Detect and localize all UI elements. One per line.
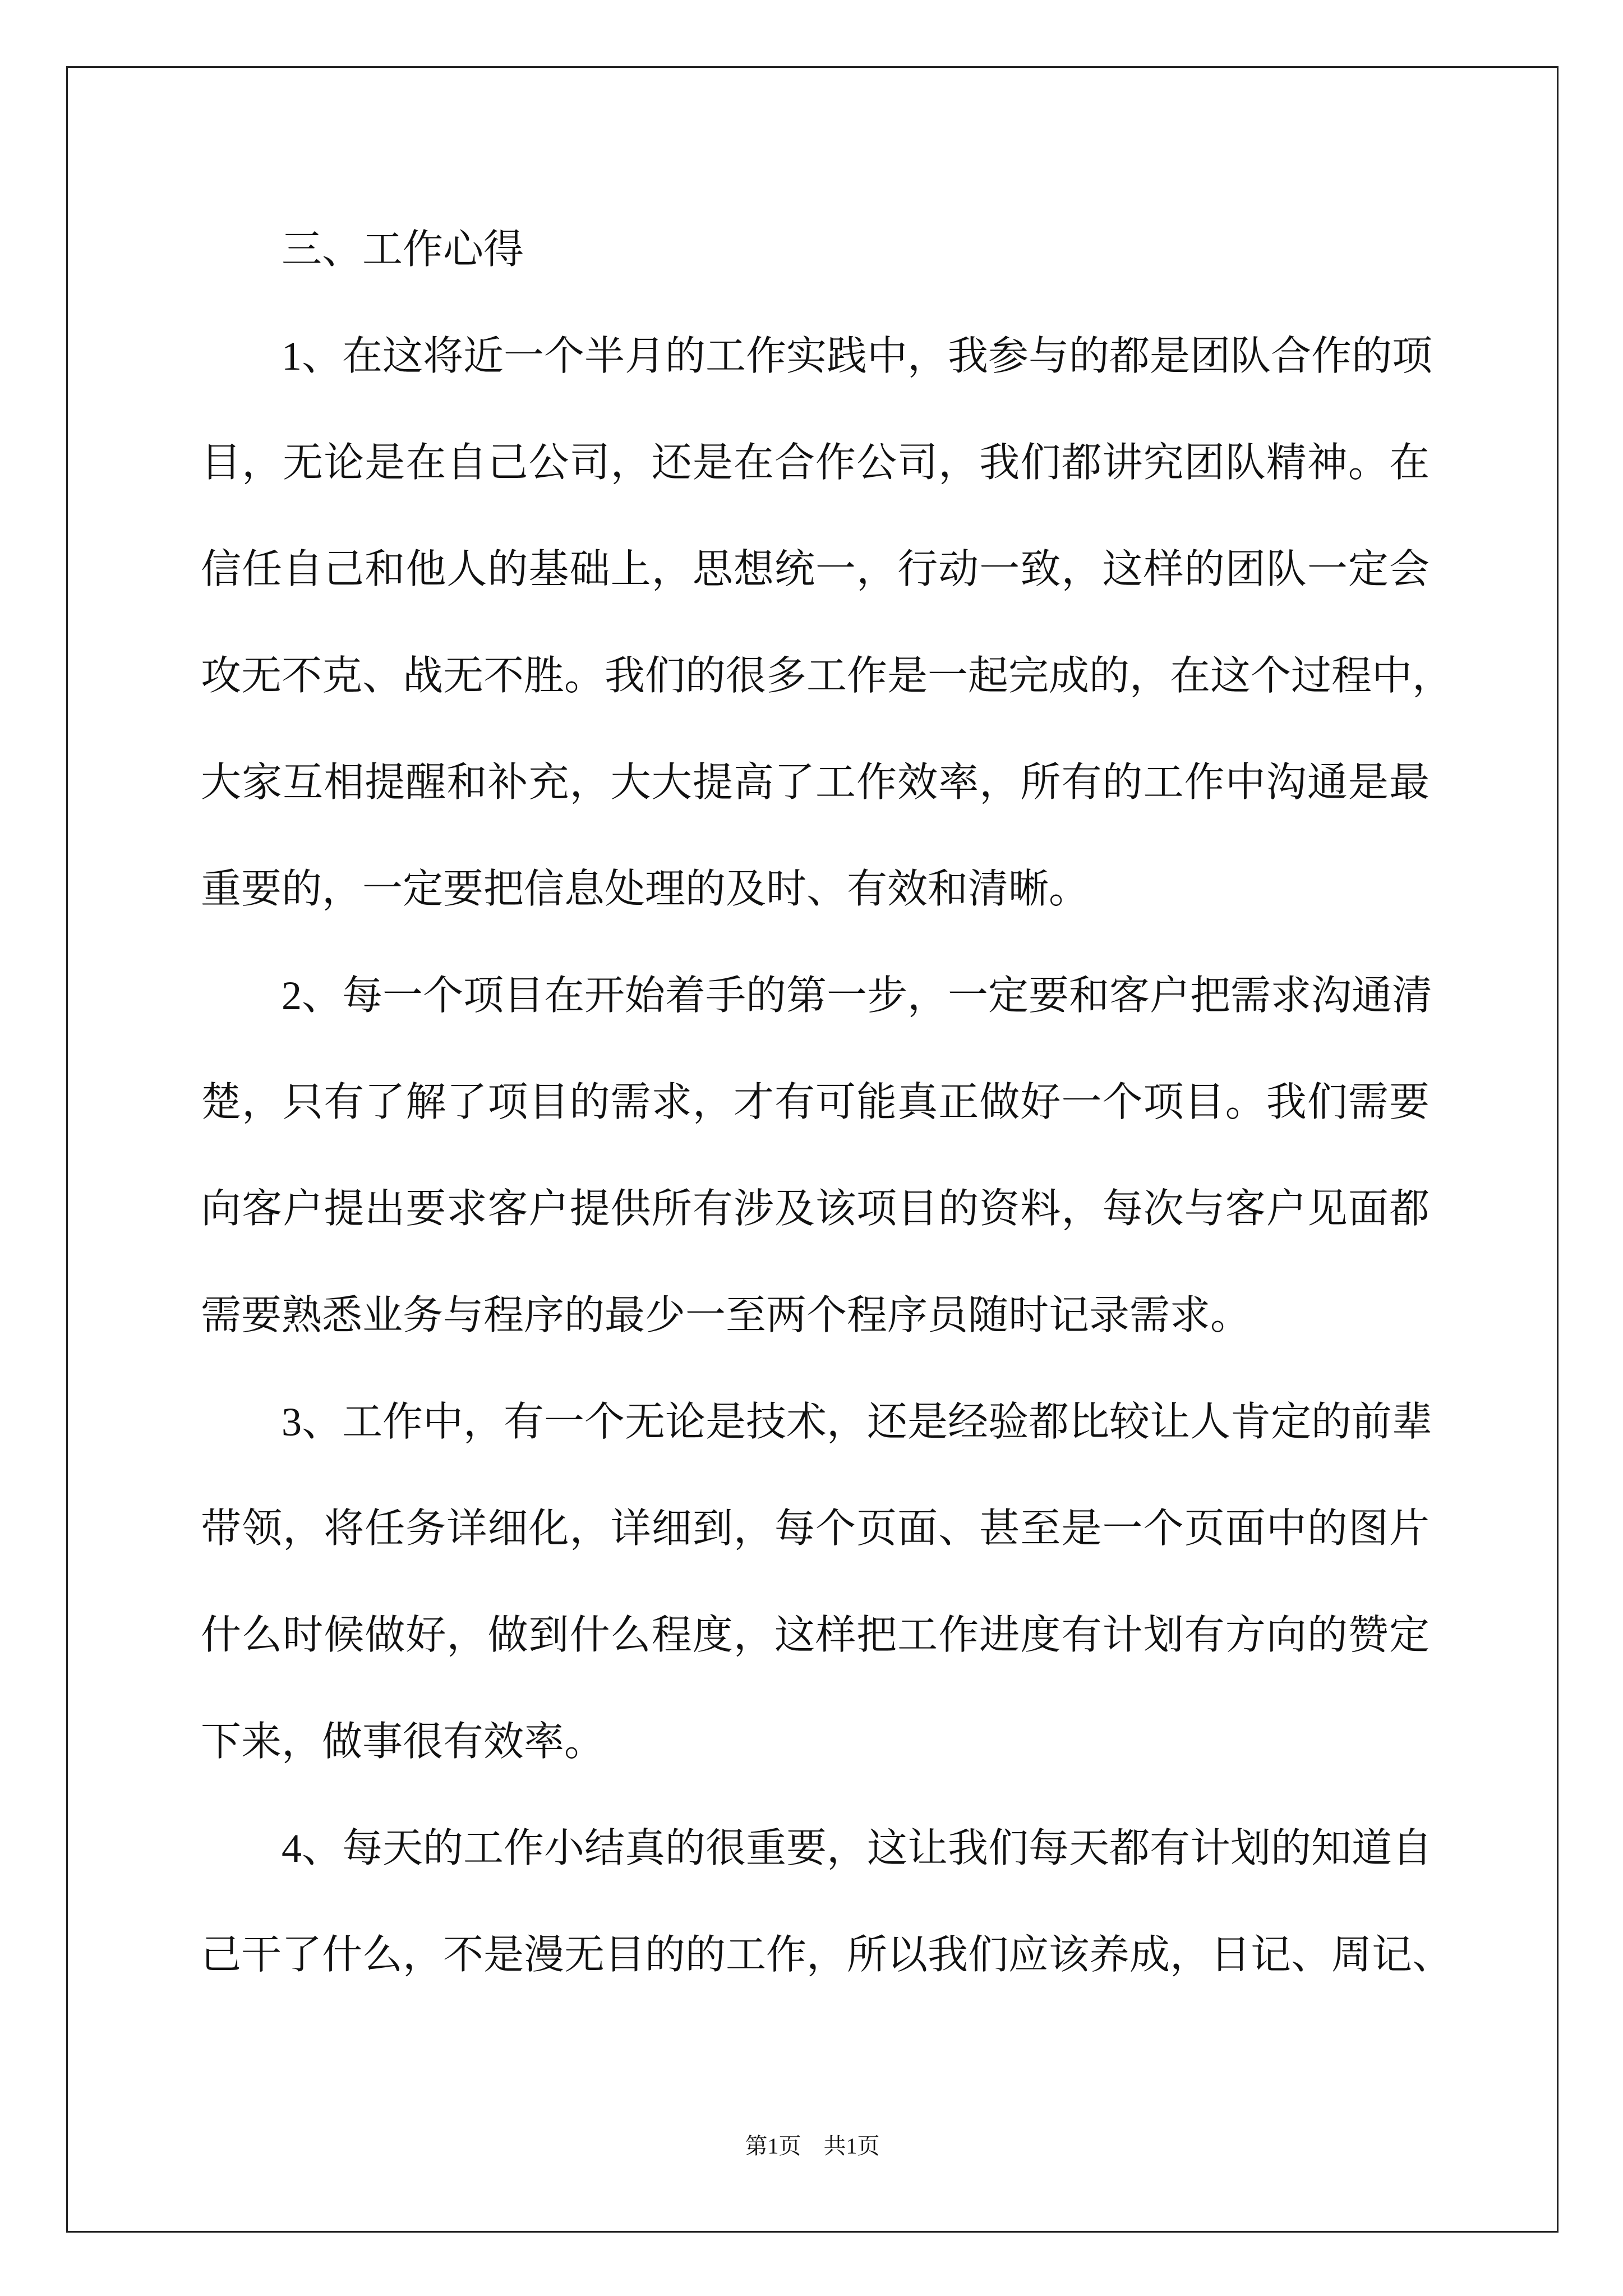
document-body bbox=[201, 196, 1453, 2008]
text-line: 2、每一个项目在开始着手的第一步，一定要和客户把需求沟通清 bbox=[282, 973, 1433, 1018]
text-line: 4、每天的工作小结真的很重要，这让我们每天都有计划的知道自 bbox=[282, 1826, 1433, 1871]
text-line: 大家互相提醒和补充，大大提高了工作效率，所有的工作中沟通是最 bbox=[201, 760, 1430, 805]
paragraph-2 bbox=[201, 942, 1433, 1369]
text-line: 需要熟悉业务与程序的最少一至两个程序员随时记录需求。 bbox=[201, 1293, 1251, 1338]
text-line: 攻无不克、战无不胜。我们的很多工作是一起完成的，在这个过程中， bbox=[201, 654, 1453, 698]
text-line: 信任自己和他人的基础上，思想统一，行动一致，这样的团队一定会 bbox=[201, 547, 1430, 592]
text-line: 重要的，一定要把信息处理的及时、有效和清晰。 bbox=[201, 867, 1090, 912]
text-line: 向客户提出要求客户提供所有涉及该项目的资料，每次与客户见面都 bbox=[201, 1186, 1430, 1231]
text-line: 带领，将任务详细化，详细到，每个页面、甚至是一个页面中的图片 bbox=[201, 1506, 1430, 1551]
page-number: 第1页 共1页 bbox=[745, 2133, 880, 2159]
text-line: 下来，做事很有效率。 bbox=[201, 1719, 605, 1764]
paragraph-4 bbox=[201, 1795, 1453, 2008]
text-line: 1、在这将近一个半月的工作实践中，我参与的都是团队合作的项 bbox=[282, 334, 1433, 379]
text-line: 什么时候做好，做到什么程度，这样把工作进度有计划有方向的赞定 bbox=[201, 1613, 1430, 1658]
text-line: 楚，只有了解了项目的需求，才有可能真正做好一个项目。我们需要 bbox=[201, 1080, 1430, 1125]
paragraph-3 bbox=[201, 1369, 1433, 1795]
text-line: 己干了什么，不是漫无目的的工作，所以我们应该养成，日记、周记、 bbox=[201, 1932, 1453, 1977]
section-heading: 三、工作心得 bbox=[282, 227, 524, 272]
paragraph-1 bbox=[201, 303, 1453, 942]
text-line: 3、工作中，有一个无论是技术，还是经验都比较让人肯定的前辈 bbox=[282, 1400, 1433, 1444]
text-line: 目，无论是在自己公司，还是在合作公司，我们都讲究团队精神。在 bbox=[201, 440, 1430, 485]
